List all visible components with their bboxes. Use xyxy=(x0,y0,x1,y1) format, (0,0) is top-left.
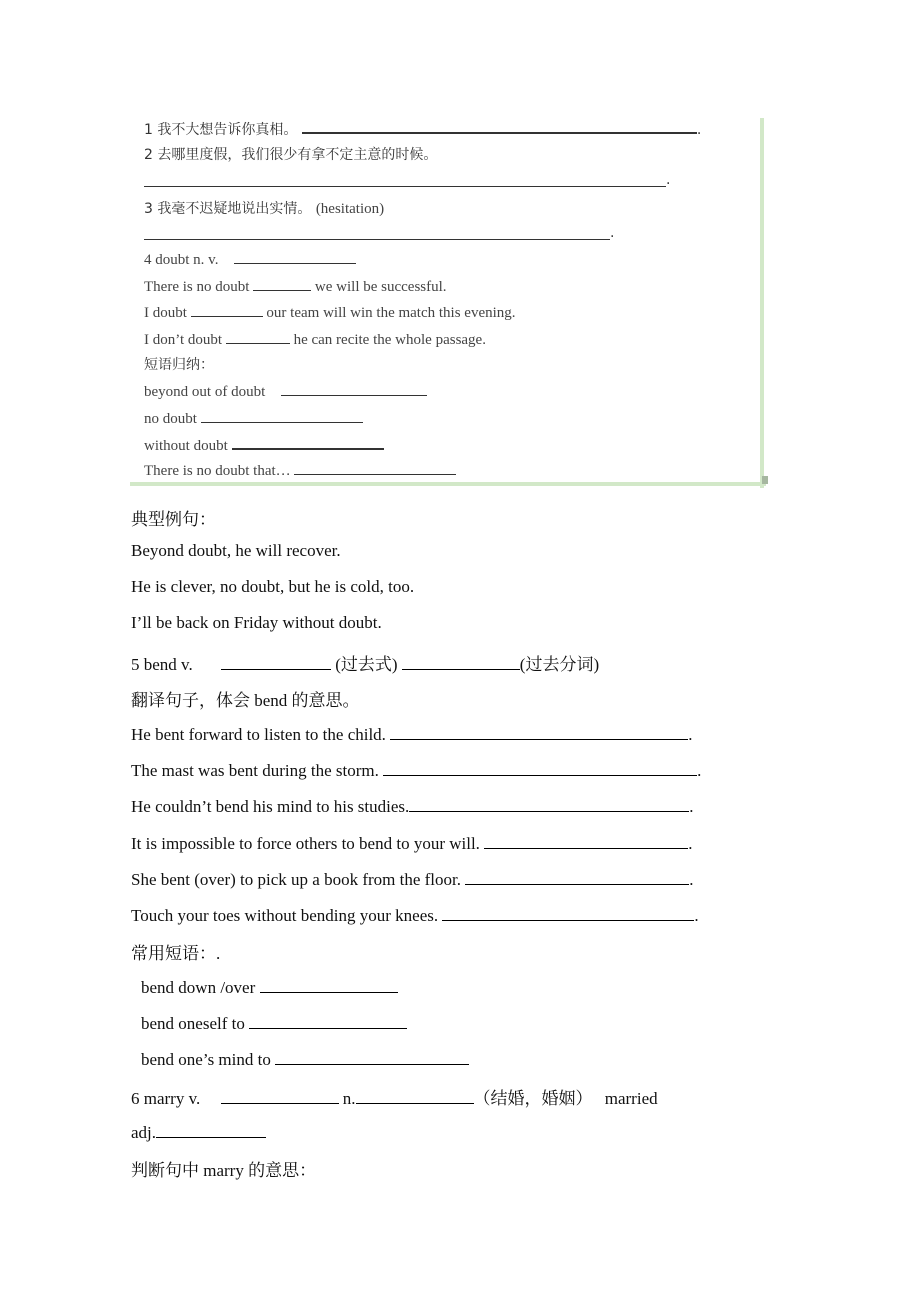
translation-blank xyxy=(409,794,689,812)
phrase-4: There is no doubt that… xyxy=(144,459,456,480)
marry-title-line xyxy=(131,1084,658,1109)
answer-blank xyxy=(302,118,697,134)
image-border-right xyxy=(760,118,764,488)
translation-blank xyxy=(390,722,688,740)
answer-blank xyxy=(275,1047,469,1065)
bend-phrase-1: bend down /over xyxy=(141,975,398,998)
common-phrases-heading: 常用短语：. xyxy=(131,944,221,963)
question-1: 1 我不大想告诉你真相。 . xyxy=(144,118,701,139)
bend-phrase-2: bend oneself to xyxy=(141,1011,407,1034)
bend-title: 5 bend v. xyxy=(131,655,193,674)
resize-corner xyxy=(762,476,768,484)
bend-sentence-1: He bent forward to listen to the child. . xyxy=(131,722,692,745)
marry-title: 6 marry v. xyxy=(131,1089,201,1108)
image-border-bottom xyxy=(130,482,766,486)
bend-title-line xyxy=(131,650,599,675)
question-2 xyxy=(144,144,437,164)
answer-blank xyxy=(356,1086,474,1104)
phrase-3: without doubt xyxy=(144,433,384,455)
noun-label: n. xyxy=(342,1089,356,1108)
past-participle-blank xyxy=(402,652,520,670)
answer-blank xyxy=(260,975,398,993)
bend-phrase-3: bend one’s mind to xyxy=(141,1047,469,1070)
embedded-worksheet-image: 1 我不大想告诉你真相。 . 2 去哪里度假，我们很少有拿不定主意的时候。 . 3 我毫不迟疑地说出实情。 (hesitation) . 4 doubt n. v. There is no doubt we will be successful. I doubt our team will win the match this evening. I don’t doubt he can recite the whole passage. 短语归纳： beyond out of doubt no doubt without doubt There is no doubt that… xyxy=(130,110,768,490)
answer-blank xyxy=(294,459,456,475)
item-4-title: 4 doubt n. v. xyxy=(144,248,356,269)
example-sentence: I’ll be back on Friday without doubt. xyxy=(131,613,382,632)
answer-blank xyxy=(156,1120,266,1138)
marry-instruction: 判断句中 marry 的意思： xyxy=(131,1161,317,1180)
answer-blank xyxy=(226,328,290,344)
bend-sentence-5: She bent (over) to pick up a book from the floor. . xyxy=(131,867,694,890)
question-3-text: 3 我毫不迟疑地说出实情。 xyxy=(144,201,312,217)
noun-gloss: （结婚，婚姻） xyxy=(473,1089,593,1108)
answer-blank xyxy=(281,380,427,396)
phrases-heading: 短语归纳： xyxy=(144,357,214,373)
answer-blank xyxy=(253,275,311,291)
past-tense-blank xyxy=(221,652,331,670)
doubt-sentence-1: There is no doubt we will be successful. xyxy=(144,275,447,296)
examples-heading: 典型例句： xyxy=(131,510,216,529)
translation-blank xyxy=(383,758,697,776)
question-2-text: 2 去哪里度假，我们很少有拿不定主意的时候。 xyxy=(144,147,438,163)
answer-blank xyxy=(232,433,384,450)
past-participle-label: (过去分词) xyxy=(519,655,600,674)
answer-line xyxy=(144,186,666,187)
translation-blank xyxy=(442,903,694,921)
bend-sentence-3: He couldn’t bend his mind to his studies. . xyxy=(131,794,694,817)
answer-blank xyxy=(234,248,356,264)
answer-blank xyxy=(201,407,363,423)
phrase-2: no doubt xyxy=(144,407,363,428)
bend-sentence-4: It is impossible to force others to bend to your will. . xyxy=(131,831,692,854)
question-3 xyxy=(144,198,384,218)
translation-blank xyxy=(465,867,689,885)
question-3-hint: (hesitation) xyxy=(315,201,385,217)
example-sentence: He is clever, no doubt, but he is cold, too. xyxy=(131,577,415,596)
answer-blank xyxy=(249,1011,407,1029)
example-sentence: Beyond doubt, he will recover. xyxy=(131,541,341,560)
doubt-sentence-3: I don’t doubt he can recite the whole passage. xyxy=(144,328,486,349)
translation-blank xyxy=(484,831,688,849)
bend-sentence-2: The mast was bent during the storm. . xyxy=(131,758,701,781)
answer-blank xyxy=(221,1086,339,1104)
question-1-text: 1 我不大想告诉你真相。 xyxy=(144,122,298,138)
married-word: married xyxy=(604,1089,658,1108)
bend-sentence-6: Touch your toes without bending your knees. . xyxy=(131,903,699,926)
adj-label: adj. xyxy=(131,1123,157,1142)
answer-line xyxy=(144,239,610,240)
phrase-1: beyond out of doubt xyxy=(144,380,427,401)
doubt-sentence-2: I doubt our team will win the match this evening. xyxy=(144,301,516,322)
past-tense-label: (过去式) xyxy=(335,655,398,674)
answer-blank xyxy=(191,301,263,317)
bend-instruction: 翻译句子，体会 bend 的意思。 xyxy=(131,691,360,710)
marry-adj-line xyxy=(131,1120,266,1143)
